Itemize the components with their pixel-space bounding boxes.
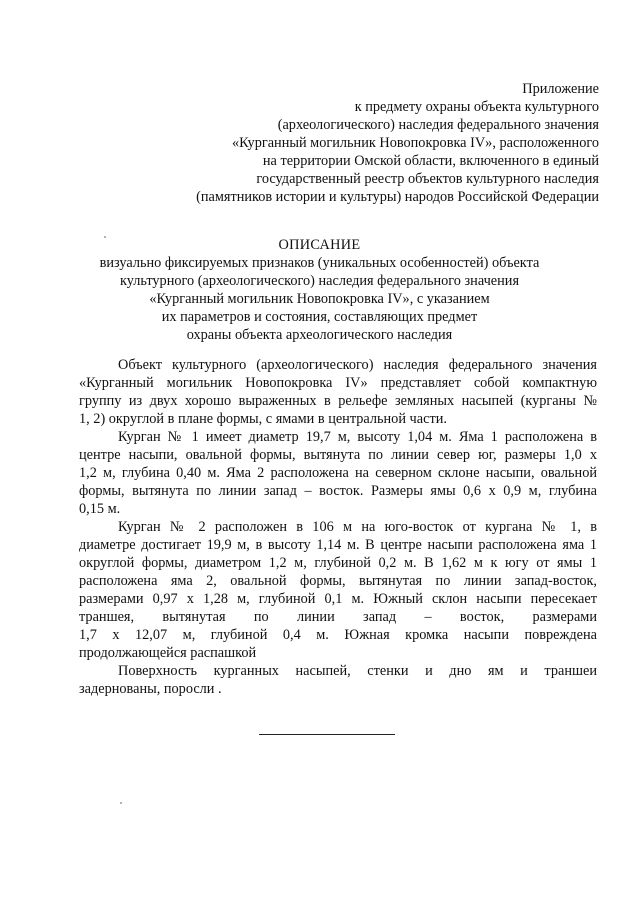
paragraph-line: 1,7 х 12,07 м, глубиной 0,4 м. Южная кромка насыпи повреждена [79,627,597,643]
paragraph-line: 1,2 м, глубина 0,40 м. Яма 2 расположена на северном склоне насыпи, овальной [79,465,597,481]
paragraph-line: центре насыпи, овальной формы, вытянута по линии север юг, размеры 1,0 х [79,447,597,463]
appendix-line: на территории Омской области, включенного в единый [262,153,599,169]
scan-speck [104,236,106,238]
paragraph-line: формы, вытянута по линии запад – восток. Размеры ямы 0,6 х 0,9 м, глубина [79,483,597,499]
appendix-line: (археологического) наследия федерального значения [277,117,599,133]
paragraph-line: 1, 2) округлой в плане формы, с ямами в центральной части. [79,411,447,427]
title-line: визуально фиксируемых признаков (уникальных особенностей) объекта [99,255,540,271]
paragraph-line: траншея, вытянутая по линии запад – восток, размерами [79,609,597,625]
paragraph-line: задернованы, поросли . [79,681,222,697]
paragraph-line: округлой формы, диаметром 1,2 м, глубиной 0,2 м. В 1,62 м к югу от ямы 1 [79,555,597,571]
paragraph-line: 0,15 м. [79,501,121,517]
appendix-line: (памятников истории и культуры) народов Российской Федерации [196,189,599,205]
title-line: культурного (археологического) наследия федерального значения [119,273,520,289]
closing-rule [259,734,395,735]
paragraph-line: группу из двух хорошо выраженных в рельефе земляных насыпей (курганы № [79,393,597,409]
paragraph-line: Объект культурного (археологического) наследия федерального значения [118,357,597,373]
paragraph-line: Курган № 2 расположен в 106 м на юго-восток от кургана № 1, в [118,519,597,535]
appendix-line: государственный реестр объектов культурного наследия [256,171,599,187]
title-line: их параметров и состояния, составляющих предмет [161,309,478,325]
paragraph-line: «Курганный могильник Новопокровка IV» представляет собой компактную [79,375,597,391]
appendix-label: Приложение [522,81,599,97]
paragraph-line: расположена яма 2, овальной формы, вытянутая по линии запад-восток, [79,573,597,589]
paragraph-line: продолжающейся распашкой [79,645,257,661]
title-line: охраны объекта археологического наследия [186,327,453,343]
appendix-line: «Курганный могильник Новопокровка IV», расположенного [231,135,599,151]
appendix-line: к предмету охраны объекта культурного [354,99,599,115]
paragraph-line: Курган № 1 имеет диаметр 19,7 м, высоту 1,04 м. Яма 1 расположена в [118,429,597,445]
paragraph-line: размерами 0,97 х 1,28 м, глубиной 0,1 м. Южный склон насыпи пересекает [79,591,597,607]
page-title: ОПИСАНИЕ [278,237,361,253]
scan-speck [120,802,122,804]
paragraph-line: диаметре достигает 19,9 м, в высоту 1,14 м. В центре насыпи расположена яма 1 [79,537,597,553]
paragraph-line: Поверхность курганных насыпей, стенки и дно ям и траншеи [118,663,597,679]
title-line: «Курганный могильник Новопокровка IV», с указанием [149,291,490,307]
